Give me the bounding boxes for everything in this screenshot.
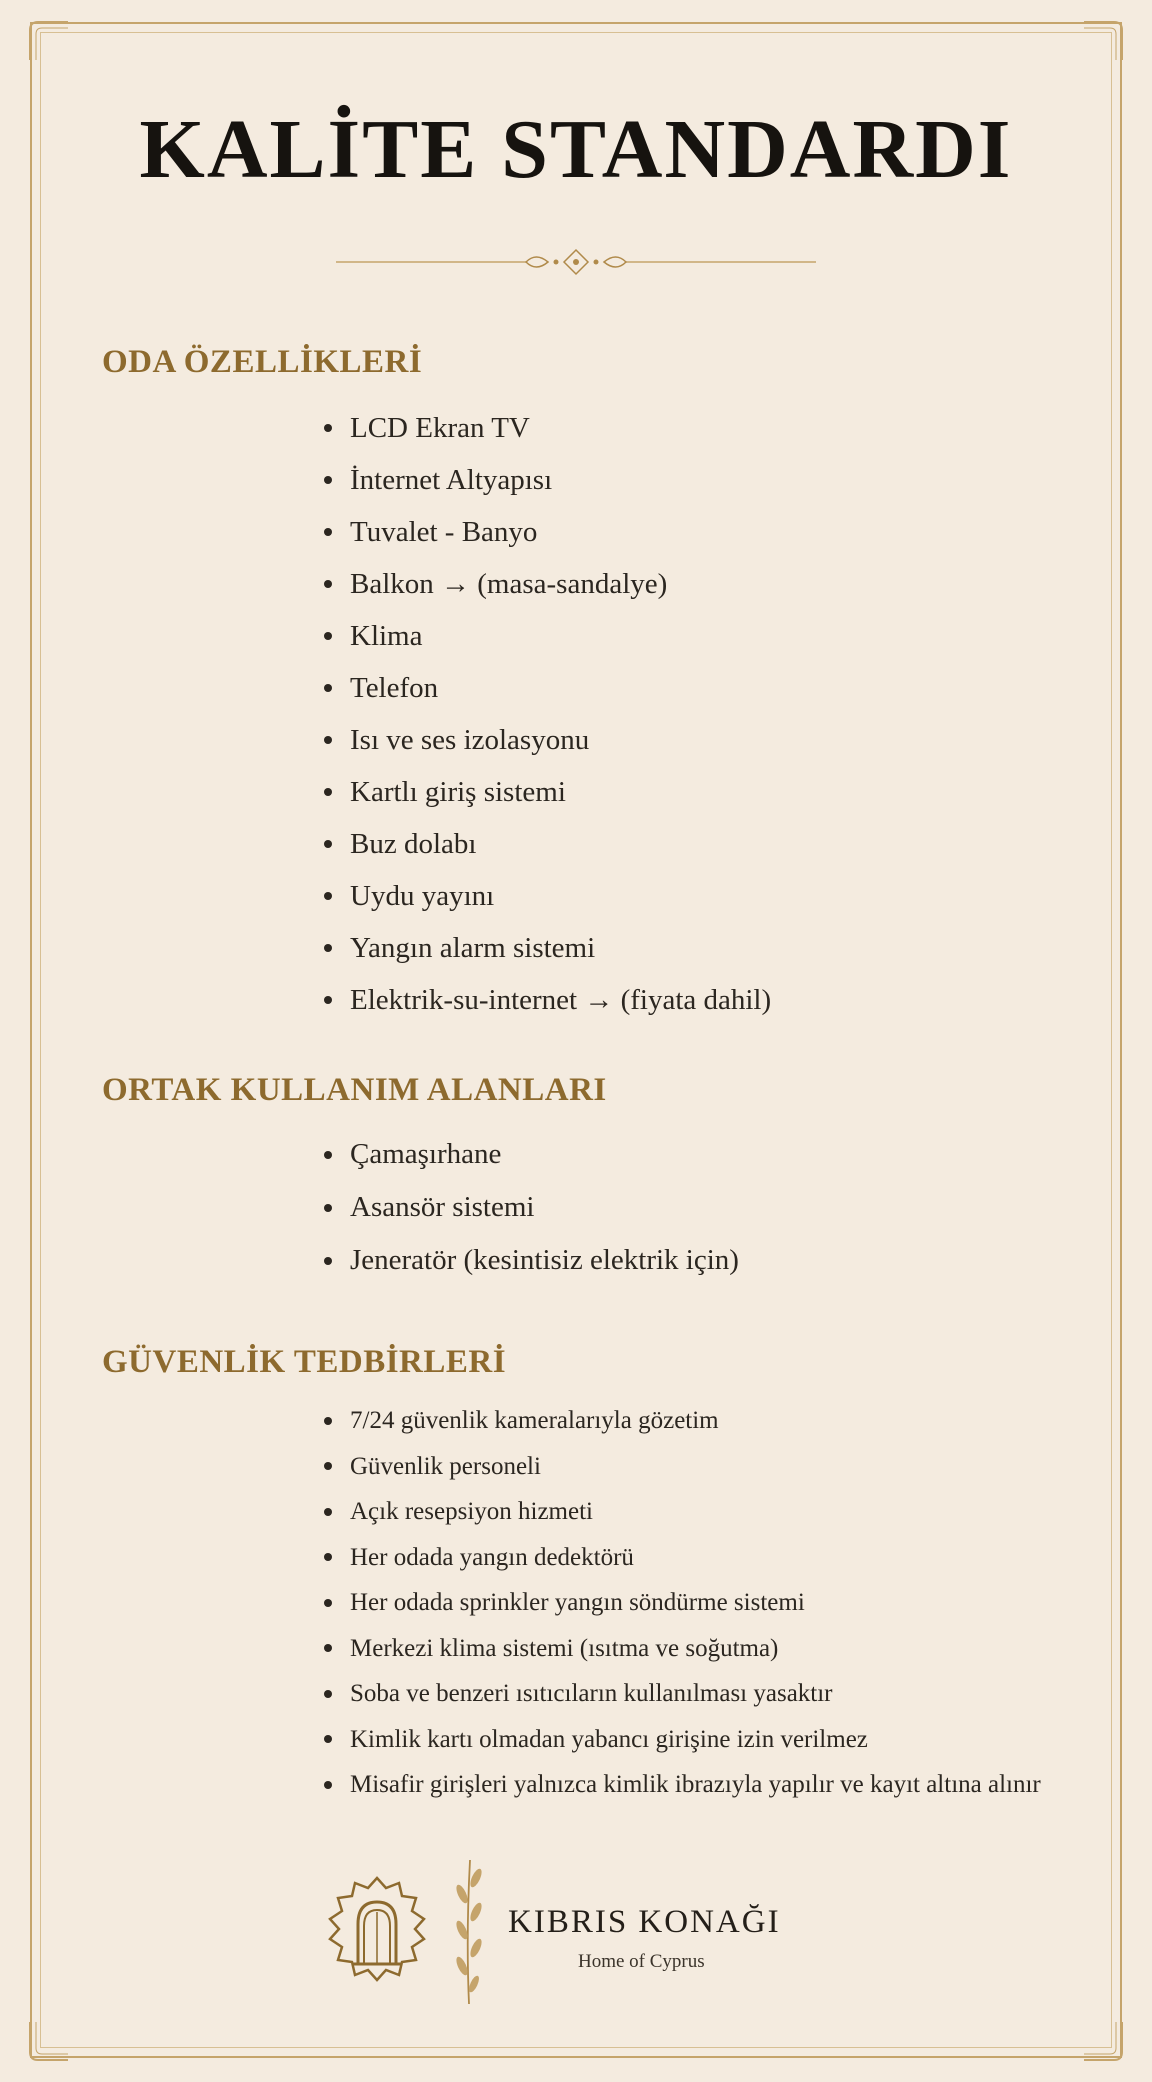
bullet-icon [324, 944, 332, 952]
list-item: Kartlı giriş sistemi [322, 766, 771, 818]
divider-ornament-icon [336, 240, 816, 284]
arched-door-gear-emblem-icon [322, 1864, 432, 1994]
list-item: Isı ve ses izolasyonu [322, 714, 771, 766]
bullet-icon [324, 1151, 332, 1159]
list-item: Merkezi klima sistemi (ısıtma ve soğutma) [322, 1626, 1041, 1672]
bullet-icon [324, 684, 332, 692]
list-item: Klima [322, 610, 771, 662]
common-areas-list [322, 1128, 739, 1287]
list-item: Balkon → (masa-sandalye) [322, 558, 771, 610]
list-item: Buz dolabı [322, 818, 771, 870]
list-item: Yangın alarm sistemi [322, 922, 771, 974]
bullet-icon [324, 1257, 332, 1265]
security-list [322, 1398, 1041, 1808]
corner-ornament-icon [24, 16, 72, 64]
bullet-icon [324, 736, 332, 744]
list-item: Güvenlik personeli [322, 1444, 1041, 1490]
brand-tagline: Home of Cyprus [578, 1951, 705, 1972]
bullet-icon [324, 840, 332, 848]
bullet-icon [324, 996, 332, 1004]
list-item: Soba ve benzeri ısıtıcıların kullanılması yasaktır [322, 1671, 1041, 1717]
bullet-icon [324, 1735, 332, 1743]
corner-ornament-icon [1080, 2018, 1128, 2066]
section-heading-security: GÜVENLİK TEDBİRLERİ [102, 1344, 507, 1380]
list-item: Tuvalet - Banyo [322, 506, 771, 558]
olive-sprig-icon [452, 1856, 486, 2006]
bullet-icon [324, 528, 332, 536]
bullet-icon [324, 1690, 332, 1698]
bullet-icon [324, 1553, 332, 1561]
bullet-icon [324, 788, 332, 796]
list-item: Elektrik-su-internet → (fiyata dahil) [322, 974, 771, 1026]
list-item: Telefon [322, 662, 771, 714]
bullet-icon [324, 1644, 332, 1652]
bullet-icon [324, 1417, 332, 1425]
bullet-icon [324, 1599, 332, 1607]
list-item: Kimlik kartı olmadan yabancı girişine izin verilmez [322, 1717, 1041, 1763]
list-item: Her odada yangın dedektörü [322, 1535, 1041, 1581]
list-item: Açık resepsiyon hizmeti [322, 1489, 1041, 1535]
bullet-icon [324, 1204, 332, 1212]
list-item: 7/24 güvenlik kameralarıyla gözetim [322, 1398, 1041, 1444]
list-item: LCD Ekran TV [322, 402, 771, 454]
list-item: Jeneratör (kesintisiz elektrik için) [322, 1234, 739, 1287]
bullet-icon [324, 892, 332, 900]
list-item: İnternet Altyapısı [322, 454, 771, 506]
corner-ornament-icon [1080, 16, 1128, 64]
bullet-icon [324, 1508, 332, 1516]
list-item: Çamaşırhane [322, 1128, 739, 1181]
list-item: Misafir girişleri yalnızca kimlik ibrazıyla yapılır ve kayıt altına alınır [322, 1762, 1041, 1808]
room-features-list [322, 402, 771, 1026]
bullet-icon [324, 632, 332, 640]
list-item: Her odada sprinkler yangın söndürme sistemi [322, 1580, 1041, 1626]
section-heading-room-features: ODA ÖZELLİKLERİ [102, 344, 423, 380]
bullet-icon [324, 1462, 332, 1470]
corner-ornament-icon [24, 2018, 72, 2066]
list-item: Asansör sistemi [322, 1181, 739, 1234]
page-title: KALİTE STANDARDI [139, 103, 1013, 196]
section-heading-common-areas: ORTAK KULLANIM ALANLARI [102, 1072, 607, 1108]
bullet-icon [324, 476, 332, 484]
bullet-icon [324, 424, 332, 432]
brand-name: KIBRIS KONAĞI [508, 1904, 781, 1940]
bullet-icon [324, 580, 332, 588]
list-item: Uydu yayını [322, 870, 771, 922]
bullet-icon [324, 1781, 332, 1789]
